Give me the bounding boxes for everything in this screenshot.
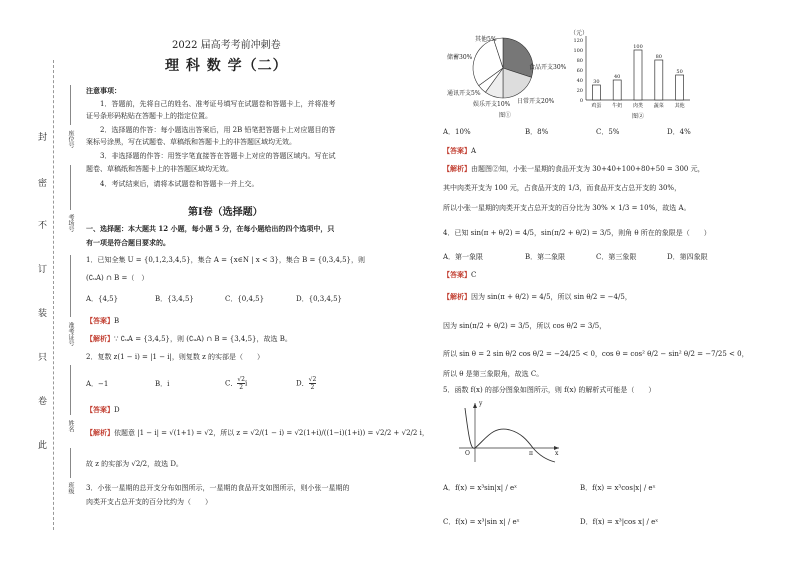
q4-answer-tag: 【答案】 (443, 270, 471, 279)
y-tick-label: 60 (576, 68, 583, 74)
q3-stem-2: 肉类开支占总开支的百分比约为（ ） (86, 498, 212, 506)
x-tick-label: 肉类 (632, 103, 644, 109)
pie-label: 娱乐开支10% (473, 101, 511, 108)
part1-intro: 有一项是符合题目要求的。 (86, 238, 170, 247)
q4-answer: C (471, 271, 477, 279)
q4-option-c: C．第三象限 (596, 253, 637, 261)
x-tick-label: 其他 (674, 103, 685, 109)
q1-option-c: C．{0,4,5} (225, 295, 265, 303)
bar-value-label: 100 (633, 44, 643, 50)
seal-char: 订 (38, 265, 48, 275)
q2-option-c-den: 2 (239, 384, 244, 391)
q5-stem: 5．函数 f(x) 的部分图象如图所示，则 f(x) 的解析式可能是（ ） (443, 386, 656, 394)
notes-line: 3．非选择题的作答：用签字笔直接答在答题卡上对应的答题区域内。写在试 (100, 152, 336, 160)
field-name: 姓名 (67, 420, 74, 432)
q1-answer-tag: 【答案】 (86, 316, 114, 325)
y-tick-label: 80 (576, 58, 583, 64)
q1-analysis: ∵ ∁ᵤA = {3,4,5}，则 (∁ᵤA) ∩ B = {3,4,5}，故选 B。 (114, 335, 292, 343)
notes-line: 4．考试结束后，请将本试题卷和答题卡一并上交。 (100, 180, 259, 188)
fill-line (70, 365, 71, 415)
function-graph (455, 400, 565, 466)
q5-option-b-expr: f(x) = x³cos|x| / eˣ (592, 484, 656, 492)
q4-analysis-3: 所以 sin θ = 2 sin θ/2 cos θ/2 = −24/25 < 0，cos θ = cos² θ/2 − sin² θ/2 = −7/25 < 0， (443, 350, 749, 358)
bar-value-label: 80 (655, 54, 662, 60)
bar (655, 60, 663, 100)
x-tick-label: 牛奶 (612, 103, 623, 109)
q3-option-a: A．10% (443, 128, 471, 136)
q4-analysis-tag: 【解析】 (443, 292, 471, 301)
x-tick-label: 鸡蛋 (591, 103, 602, 109)
pie-label: 日常开支20% (517, 98, 555, 105)
fill-line (70, 448, 71, 478)
seal-char: 只 (38, 353, 48, 363)
q2-analysis: 依题意 |1 − i| = √(1+1) = √2，所以 z = √2/(1 − i) = √2(1+i)/((1−i)(1+i)) = √2/2 + √2/2 i， (114, 429, 429, 437)
exam-title: 2022 届高考考前冲刺卷 (172, 40, 281, 51)
pie-label: 通讯开支5% (447, 90, 481, 97)
q2-option-b: B．i (155, 380, 170, 388)
q2-stem: 2．复数 z(1 − i) = |1 − i|，则复数 z 的实部是（ ） (86, 353, 265, 361)
seal-char: 密 (38, 179, 48, 189)
q2-analysis-tag: 【解析】 (86, 428, 114, 437)
bar-value-label: 50 (676, 69, 683, 75)
q5-option-c-expr: f(x) = x³|sin x| / eˣ (455, 518, 520, 526)
chart-caption: 图② (631, 113, 645, 120)
bar-figure (568, 28, 698, 120)
pie-label: 其他5% (475, 36, 497, 43)
q3-stem: 3．小张一星期的总开支分布如图所示，一星期的食品开支如图所示，则小张一星期的 (86, 484, 350, 492)
q4-option-b: B．第二象限 (525, 253, 566, 261)
part1-intro: 一、选择题：本大题共 12 小题，每小题 5 分，在每小题给出的四个选项中，只 (86, 224, 335, 233)
q2-conclusion: 故 z 的实部为 √2/2，故选 D。 (86, 460, 183, 468)
q5-option-c-label: C． (443, 518, 456, 526)
bar (676, 75, 684, 100)
field-seat-number: 座位号 (67, 130, 74, 148)
bar-value-label: 40 (614, 74, 621, 80)
q2-option-d-num: √2 (308, 376, 317, 383)
q3-answer-tag: 【答案】 (443, 146, 471, 155)
bar-chart (568, 28, 698, 120)
q1-option-b: B．{3,4,5} (155, 295, 194, 303)
pie-caption: 图① (499, 112, 512, 119)
field-exam-room: 考场号 (67, 214, 74, 232)
y-tick-label: 0 (579, 98, 583, 104)
field-class: 班级 (67, 482, 74, 494)
q3-option-d: D．4% (667, 128, 691, 136)
fill-line (70, 255, 71, 317)
q2-option-a: A．−1 (86, 380, 109, 388)
notes-heading: 注意事项： (86, 86, 121, 95)
pie-label: 储蓄30% (447, 54, 473, 61)
graph-x-label: x (555, 450, 559, 457)
q4-analysis: 因为 sin(π + θ/2) = 4/5，所以 sin θ/2 = −4/5， (471, 293, 632, 301)
q2-answer-tag: 【答案】 (86, 405, 114, 414)
q2-option-d-label: D． (296, 379, 309, 388)
q2-option-c-num: √2 (237, 376, 245, 383)
q4-analysis-4: 所以 θ 是第三象限角，故选 C。 (443, 370, 544, 378)
q2-option-c-label: C． (225, 379, 238, 388)
q3-answer: A (471, 147, 477, 155)
notes-line: 2．选择题的作答：每小题选出答案后，用 2B 铅笔把答题卡上对应题目的答 (100, 126, 336, 134)
y-tick-label: 100 (573, 48, 583, 54)
field-admission-number: 准考证号 (67, 322, 74, 346)
q5-option-d (580, 518, 658, 527)
seal-char: 此 (38, 441, 48, 451)
bar-value-label: 30 (593, 79, 600, 85)
q3-analysis-3: 所以小张一星期的肉类开支占总开支的百分比为 30% × 1/3 = 10%，故选 A。 (443, 204, 691, 212)
q3-analysis: 由题图②知，小张一星期的食品开支为 30+40+100+80+50 = 300 元， (471, 165, 705, 173)
bar (634, 50, 642, 100)
q1-answer: B (114, 317, 120, 325)
q3-analysis-2: 其中肉类开支为 100 元，占食品开支的 1/3，而食品开支占总开支的 30%， (443, 184, 682, 192)
y-axis-label: （元） (570, 30, 589, 37)
q5-option-a-label: A． (443, 484, 456, 492)
y-tick-label: 20 (576, 88, 583, 94)
notes-line: 题卷、草稿纸和答题卡上的非答题区域均无效。 (86, 165, 233, 173)
q5-option-b-label: B． (580, 484, 593, 492)
notes-line: 案标号涂黑，写在试题卷、草稿纸和答题卡上的非答题区域均无效。 (86, 138, 296, 146)
graph-origin-label: O (465, 450, 470, 457)
q1-analysis-tag: 【解析】 (86, 334, 114, 343)
q4-option-d: D．第四象限 (667, 253, 708, 261)
q2-option-c: C． $\frac{√2}{2}$ i (225, 376, 248, 391)
q5-option-d-expr: f(x) = x³|cos x| / eˣ (592, 518, 659, 526)
pie-label: 食品开支30% (529, 64, 567, 71)
q2-option-d (296, 376, 316, 391)
q4-analysis-2: 因为 sin(π/2 + θ/2) = 3/5，所以 cos θ/2 = 3/5， (443, 322, 607, 330)
q4-stem: 4．已知 sin(π + θ/2) = 4/5，sin(π/2 + θ/2) = 3/5，则角 θ 所在的象限是（ ） (443, 229, 711, 237)
q2-option-d-den: 2 (310, 384, 315, 391)
q5-option-a-expr: f(x) = x³sin|x| / eˣ (455, 484, 518, 492)
bar (592, 85, 600, 100)
bar (613, 80, 621, 100)
x-tick-label: 蔬菜 (653, 103, 664, 109)
graph-y-label: y (479, 400, 483, 407)
q2-answer: D (114, 406, 120, 414)
seal-char: 装 (38, 309, 48, 319)
pie-figure (445, 30, 565, 120)
y-tick-label: 120 (573, 38, 583, 44)
q5-option-b (580, 484, 656, 493)
q5-option-c (443, 518, 520, 527)
subject-title: 理 科 数 学（二） (165, 58, 288, 74)
q3-option-c: C．5% (596, 128, 620, 136)
notes-line: 1．答题前，先将自己的姓名、准考证号填写在试题卷和答题卡上，并将准考 (100, 100, 336, 108)
q1-option-d: D．{0,3,4,5} (296, 295, 343, 303)
fill-line (70, 165, 71, 210)
q1-stem: 1．已知全集 U = {0,1,2,3,4,5}，集合 A = {x∈N | x < 3}，集合 B = {0,3,4,5}，则 (86, 256, 366, 264)
function-curve (465, 408, 555, 462)
graph-pi-label: π (529, 450, 533, 457)
part1-title: 第Ⅰ卷（选择题） (188, 207, 263, 218)
q3-option-b: B．8% (525, 128, 549, 136)
seal-char: 卷 (38, 397, 48, 407)
notes-line: 证号条形码粘贴在答题卡上的指定位置。 (86, 112, 212, 120)
q5-graph (455, 400, 565, 466)
fill-line (70, 85, 71, 125)
fold-line (53, 60, 54, 530)
seal-char: 封 (38, 133, 48, 143)
q1-option-a: A．{4,5} (86, 295, 119, 303)
q5-option-a (443, 484, 517, 493)
seal-char: 不 (38, 221, 48, 231)
q5-option-d-label: D． (580, 518, 593, 526)
q1-stem-2: (∁ᵤA) ∩ B =（ ） (86, 274, 149, 282)
q3-analysis-tag: 【解析】 (443, 164, 471, 173)
q4-option-a: A．第一象限 (443, 253, 484, 261)
y-tick-label: 40 (576, 78, 583, 84)
